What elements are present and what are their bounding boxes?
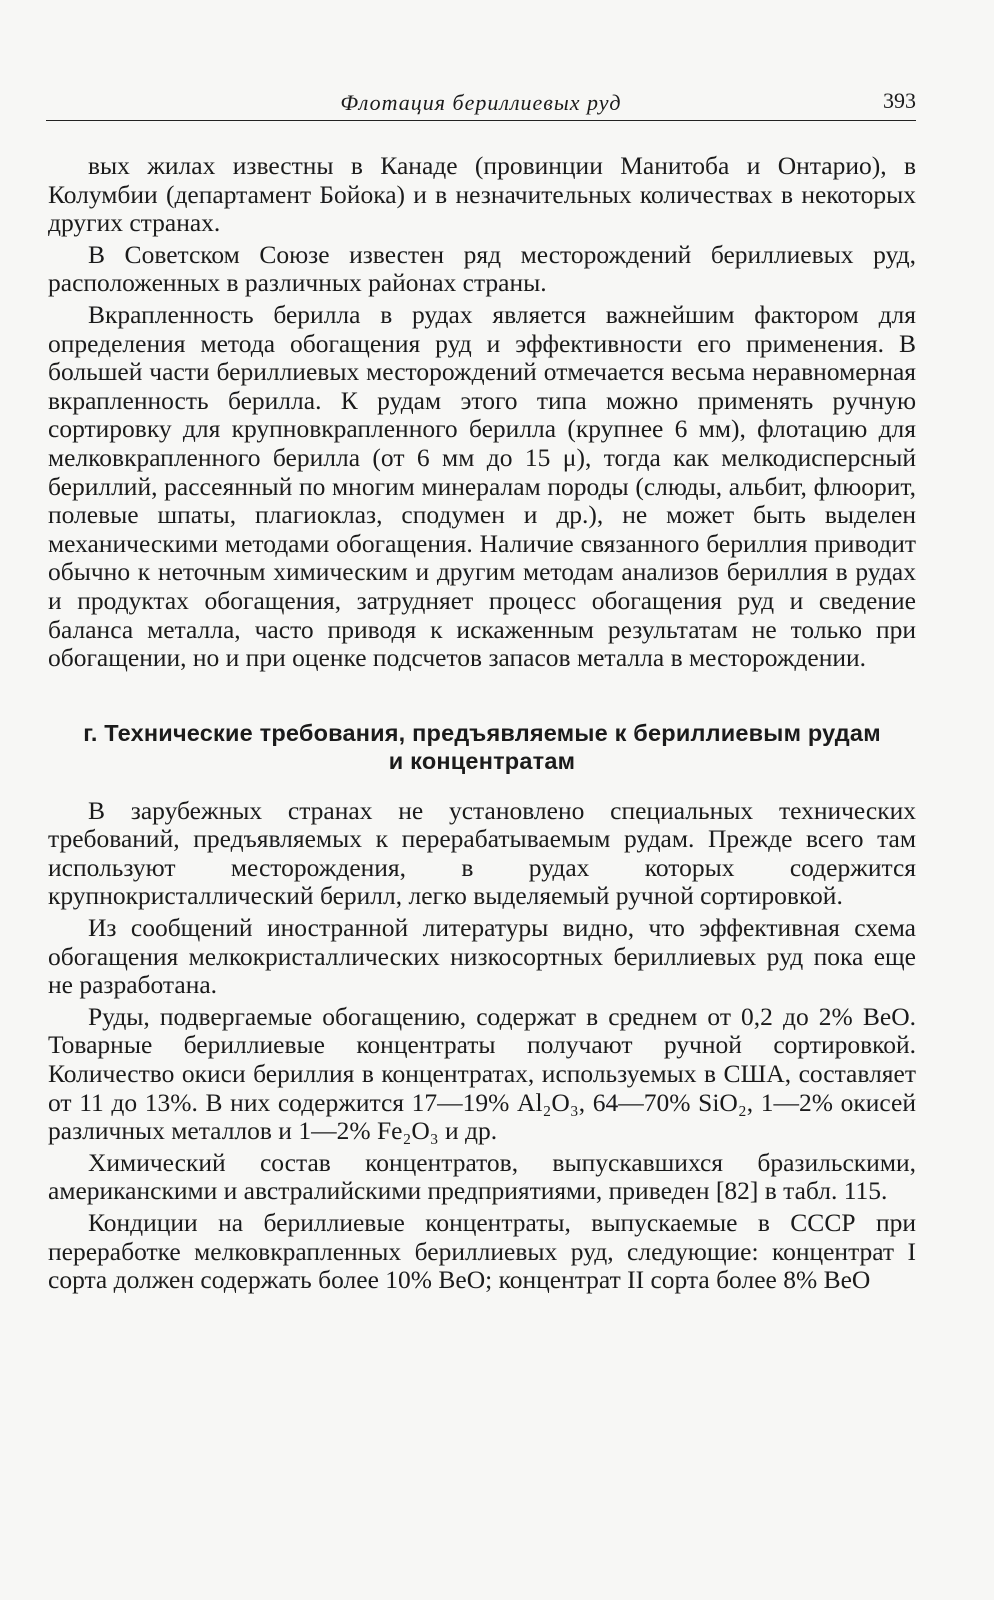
section-heading-line: и концентратам — [388, 747, 576, 774]
paragraph: Вкрапленность берилла в рудах является важнейшим фактором для определения метода обогащения руд и эффективности его применения. В большей части бериллиевых месторождений отмечается весьма неравномерная вкрапленность берилла. К рудам этого типа можно применять ручную сортировку для крупновкрапленного берилла (крупнее 6 мм), флотацию для мелковкрапленного берилла (от 6 мм до 15 μ), тогда как мелкодисперсный бериллий, рассеянный по многим минералам породы (слюды, альбит, флюорит, полевые шпаты, плагиоклаз, сподумен и др.), не может быть выделен механическими методами обогащения. Наличие связанного бериллия приводит обычно к неточным химическим и другим методам анализов бериллия в рудах и продуктах обогащения, затрудняет процесс обогащения руд и сведение баланса металла, часто приводя к искаженным результатам не только при обогащении, но и при оценке подсчетов запасов металла в месторождении. — [48, 299, 916, 673]
paragraph: Из сообщений иностранной литературы видно, что эффективная схема обогащения мелкокристаллических низкосортных бериллиевых руд пока еще не разработана. — [48, 913, 916, 1000]
body-text — [48, 152, 916, 1295]
paragraph: Химический состав концентратов, выпускавшихся бразильскими, американскими и австралийскими предприятиями, приведен [82] в табл. 115. — [48, 1147, 916, 1206]
paragraph: вых жилах известны в Канаде (провинции Манитоба и Онтарио), в Колумбии (департамент Бойока) и в незначительных количествах в некоторых других странах. — [48, 151, 916, 238]
paragraph: Кондиции на бериллиевые концентраты, выпускаемые в СССР при переработке мелковкрапленных бериллиевых руд, следующие: концентрат I сорта должен содержать более 10% BeO; концентрат II сорта более 8% BeO — [48, 1208, 916, 1295]
page-number: 393 — [883, 88, 916, 113]
paragraph: Руды, подвергаемые обогащению, содержат в среднем от 0,2 до 2% BeO. Товарные бериллиевые концентраты получают ручной сортировкой. Количество окиси бериллия в концентратах, используемых в США, составляет от 11 до 13%. В них содержится 17—19% Al₂O₃, 64—70% SiO₂, 1—2% окисей различных металлов и 1—2% Fe₂O₃ и др. — [48, 1001, 916, 1146]
paragraph: В зарубежных странах не установлено специальных технических требований, предъявляемых к перерабатываемым рудам. Прежде всего там используют месторождения, в рудах которых содержится крупнокристаллический берилл, легко выделяемый ручной сортировкой. — [48, 795, 916, 911]
section-heading — [48, 719, 916, 775]
page-header — [46, 86, 916, 121]
section-heading-line: г. Технические требования, предъявляемые к бериллиевым рудам — [83, 719, 881, 746]
running-title: Флотация бериллиевых руд — [340, 90, 622, 115]
paragraph: В Советском Союзе известен ряд месторождений бериллиевых руд, расположенных в различных районах страны. — [48, 239, 916, 298]
